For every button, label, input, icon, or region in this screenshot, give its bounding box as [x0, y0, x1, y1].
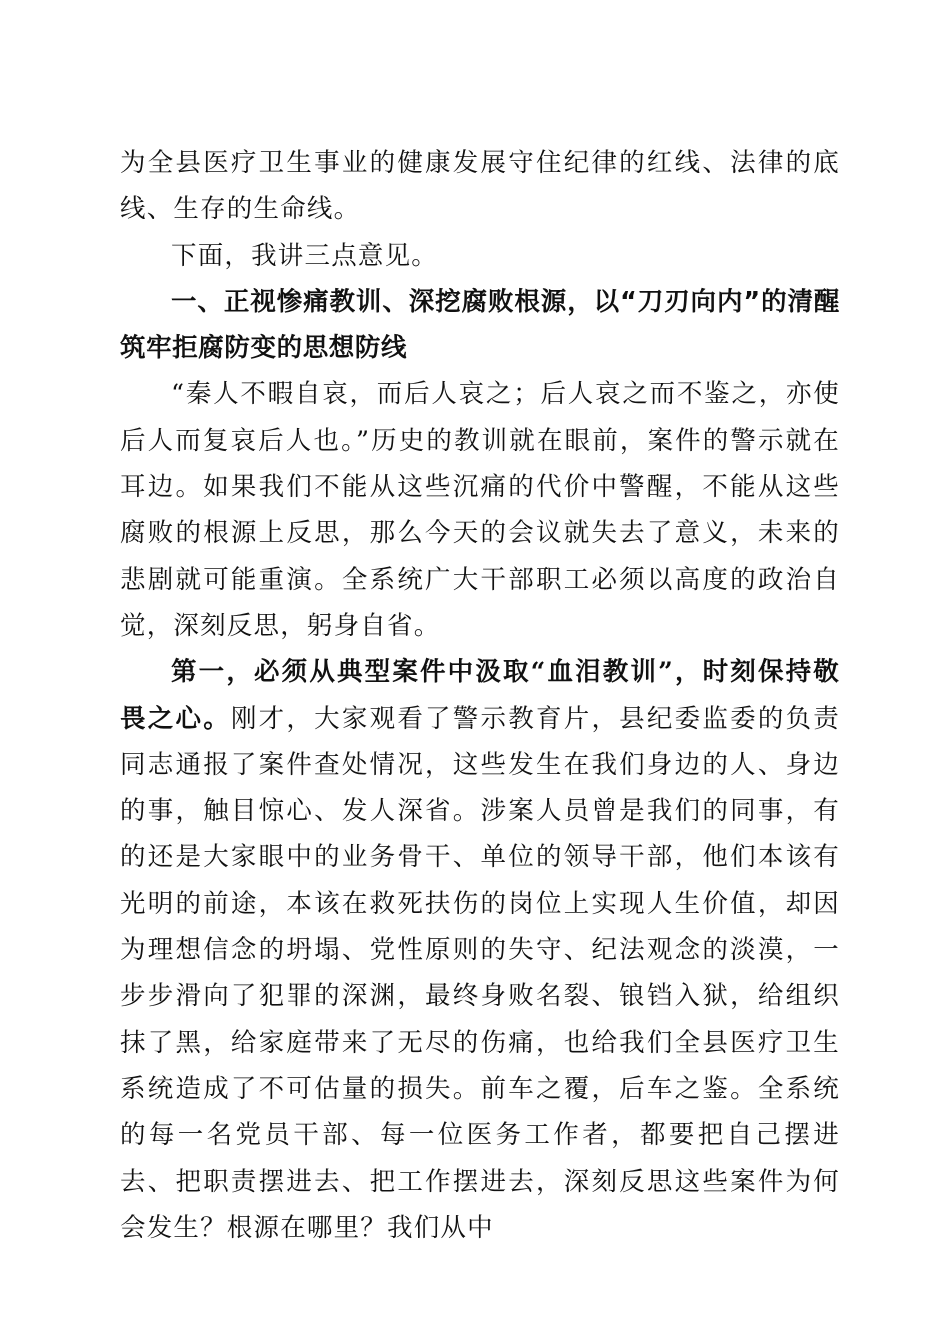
paragraph-intro: 下面，我讲三点意见。	[171, 240, 439, 271]
paragraph-quote: “秦人不暇自哀，而后人哀之；后人哀之而不鉴之，亦使后人而复哀后人也。”历史的教训就在眼前，案件的警示就在耳边。如果我们不能从这些沉痛的代价中警醒，不能从这些腐败的根源上反思，那么今天的会议就失去了意义，未来的悲剧就可能重演。全系统广大干部职工必须以高度的政治自觉，深刻反思，躬身自省。	[120, 379, 840, 641]
section-heading-1: 一、正视惨痛教训、深挖腐败根源，以“刀刃向内”的清醒筑牢拒腐防变的思想防线	[120, 286, 840, 364]
paragraph-first-point	[120, 649, 840, 1251]
first-point-body: 刚才，大家观看了警示教育片，县纪委监委的负责同志通报了案件查处情况，这些发生在我们身边的人、身边的事，触目惊心、发人深省。涉案人员曾是我们的同事，有的还是大家眼中的业务骨干、单位的领导干部，他们本该有光明的前途，本该在救死扶伤的岗位上实现人生价值，却因为理想信念的坍塌、党性原则的失守、纪法观念的淡漠，一步步滑向了犯罪的深渊，最终身败名裂、锒铛入狱，给组织抹了黑，给家庭带来了无尽的伤痛，也给我们全县医疗卫生系统造成了不可估量的损失。前车之覆，后车之鉴。全系统的每一名党员干部、每一位医务工作者，都要把自己摆进去、把职责摆进去、把工作摆进去，深刻反思这些案件为何会发生？根源在哪里？我们从中	[120, 703, 840, 1243]
paragraph-continuation: 为全县医疗卫生事业的健康发展守住纪律的红线、法律的底线、生存的生命线。	[120, 148, 840, 225]
first-point-lead: 第一，必须从典型案件中汲取“血泪教训”，时刻保持敬畏之心。	[120, 657, 840, 734]
document-body	[120, 140, 840, 1251]
